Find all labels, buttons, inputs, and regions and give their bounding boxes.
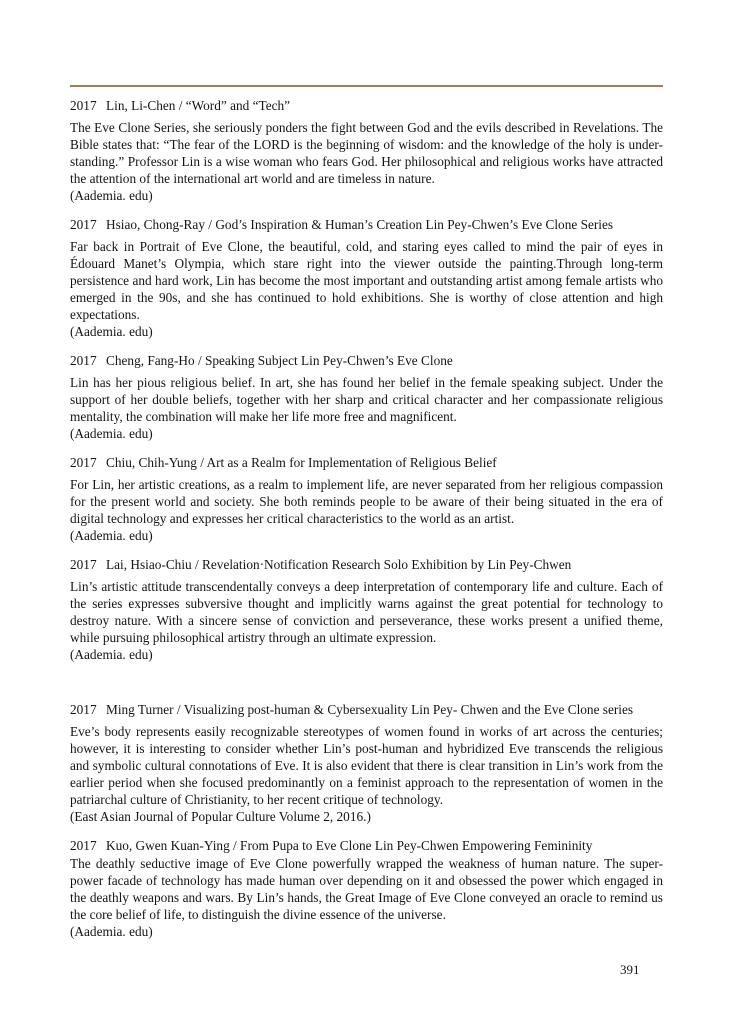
entry-source: (Aademia. edu) — [70, 324, 153, 339]
entry-body: The deathly seductive image of Eve Clone powerfully wrapped the weakness of human nature. The super-power facade of technology has made human over depending on it and obsessed the power which engaged in the deathly weapons and wars. By Lin’s hands, the Great Image of Eve Clone conveyed an oracle to remind us the core belief of life, to distinguish the divine essence of the universe. — [70, 856, 663, 922]
entry-source: (Aademia. edu) — [70, 647, 153, 662]
entry-heading — [70, 454, 663, 471]
entry-year: 2017 — [70, 702, 97, 717]
entry-source: (Aademia. edu) — [70, 528, 153, 543]
page-number: 391 — [620, 962, 640, 977]
entry-title: Lai, Hsiao-Chiu / Revelation·Notification Research Solo Exhibition by Lin Pey-Chwen — [106, 557, 572, 572]
page-content — [70, 0, 663, 952]
entry-year: 2017 — [70, 455, 97, 470]
bibliography-entry — [70, 454, 663, 544]
entry-year: 2017 — [70, 838, 97, 853]
bibliography-entry — [70, 216, 663, 340]
entry-heading — [70, 837, 663, 854]
entry-body: Far back in Portrait of Eve Clone, the beautiful, cold, and staring eyes called to mind the pair of eyes in Édouard Manet’s Olympia, which stare right into the viewer outside the painting.Through long-term persistence and hard work, Lin has become the most important and outstanding artist among female artists who emerged in the 90s, and she has continued to hold exhibitions. She is worthy of close attention and high expectations. — [70, 239, 663, 322]
entry-heading — [70, 556, 663, 573]
entry-source: (East Asian Journal of Popular Culture Volume 2, 2016.) — [70, 809, 371, 824]
entry-title: Ming Turner / Visualizing post-human & Cybersexuality Lin Pey- Chwen and the Eve Clone series — [106, 702, 634, 717]
entry-title: Chiu, Chih-Yung / Art as a Realm for Implementation of Religious Belief — [106, 455, 497, 470]
entry-year: 2017 — [70, 353, 97, 368]
entry-body: Eve’s body represents easily recognizable stereotypes of women found in works of art across the centuries; however, it is interesting to consider whether Lin’s post-human and hybridized Eve transcends the religious and symbolic cultural connotations of Eve. It is also evident that there is clear transition in Lin’s work from the earlier period when she focused predominantly on a feminist approach to the representation of women in the patriarchal culture of Christianity, to her recent critique of technology. — [70, 724, 663, 807]
entry-source: (Aademia. edu) — [70, 188, 153, 203]
entry-title: Hsiao, Chong-Ray / God’s Inspiration & Human’s Creation Lin Pey-Chwen’s Eve Clone Series — [106, 217, 614, 232]
entry-heading — [70, 352, 663, 369]
entry-year: 2017 — [70, 217, 97, 232]
entry-body: Lin’s artistic attitude transcendentally conveys a deep interpretation of contemporary life and culture. Each of the series expresses subversive thought and implicitly warns against the great potential for technology to destroy nature. With a sincere sense of conviction and perseverance, these works present a unified theme, while pursuing philosophical artistry through an ultimate expression. — [70, 579, 663, 645]
bibliography-entry — [70, 97, 663, 204]
bibliography-entry — [70, 701, 663, 825]
entry-title: Kuo, Gwen Kuan-Ying / From Pupa to Eve Clone Lin Pey-Chwen Empowering Femininity — [106, 838, 593, 853]
bibliography-entry — [70, 556, 663, 663]
entry-heading — [70, 97, 663, 114]
entry-body: For Lin, her artistic creations, as a realm to implement life, are never separated from her religious compassion for the present world and society. She both reminds people to be aware of their being situated in the era of digital technology and expresses her critical characteristics to the world as an artist. — [70, 477, 663, 526]
entry-source: (Aademia. edu) — [70, 426, 153, 441]
entry-source: (Aademia. edu) — [70, 924, 153, 939]
entry-heading — [70, 701, 663, 718]
entry-title: Cheng, Fang-Ho / Speaking Subject Lin Pey-Chwen’s Eve Clone — [106, 353, 453, 368]
bibliography-entry — [70, 837, 663, 940]
entry-body: The Eve Clone Series, she seriously ponders the fight between God and the evils described in Revelations. The Bible states that: “The fear of the LORD is the beginning of wisdom: and the knowledge of the holy is under-standing.” Professor Lin is a wise woman who fears God. Her philosophical and religious works have attracted the attention of the international art world and are timeless in nature. — [70, 120, 663, 186]
entry-heading — [70, 216, 663, 233]
header-rule — [70, 85, 663, 87]
entry-title: Lin, Li-Chen / “Word” and “Tech” — [106, 98, 291, 113]
entry-body: Lin has her pious religious belief. In art, she has found her belief in the female speaking subject. Under the support of her double beliefs, together with her sharp and critical character and her compassionate religious mentality, the combination will make her life more free and magnificent. — [70, 375, 663, 424]
bibliography-entry — [70, 352, 663, 442]
entry-year: 2017 — [70, 557, 97, 572]
entry-year: 2017 — [70, 98, 97, 113]
